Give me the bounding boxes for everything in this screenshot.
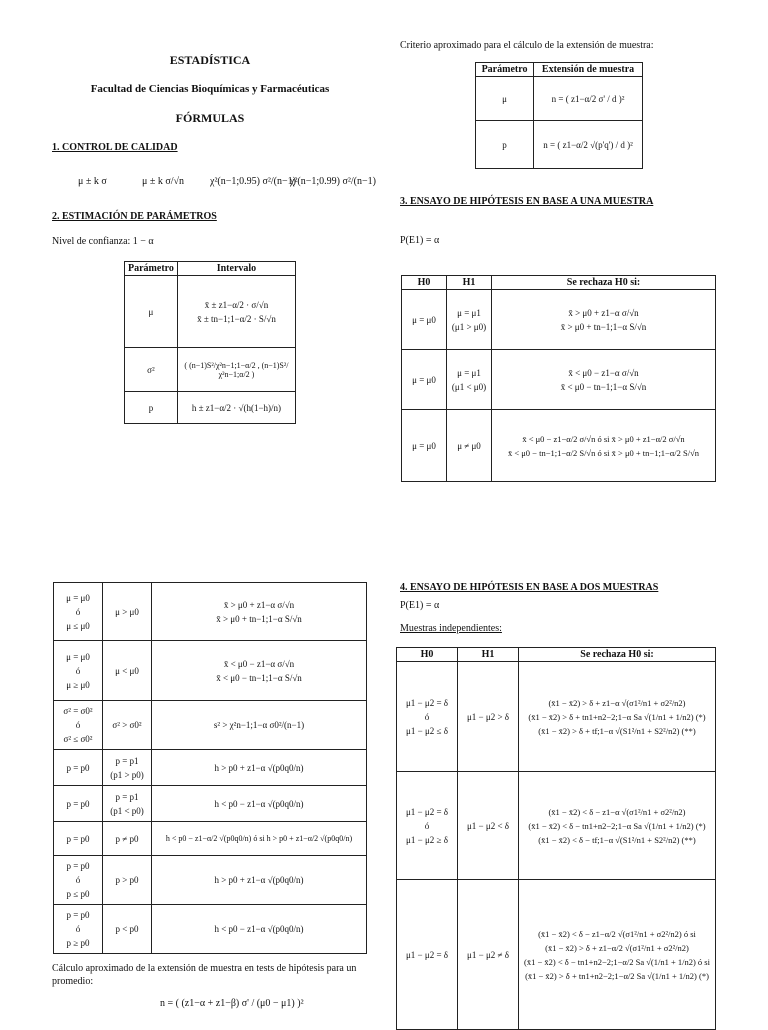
rule-line: x̄ < μ0 − tn−1;1−α/2 S/√n ó si x̄ > μ0 + tn−1;1−α/2 S/√n bbox=[507, 447, 700, 458]
hypothesis-one-sample-table-cont bbox=[53, 582, 367, 954]
h0-line: ó bbox=[75, 665, 81, 676]
h1-cell: μ1 − μ2 > δ bbox=[458, 662, 519, 772]
rule-line: (x̄1 − x̄2) > δ + tn1+n2−2;1−α/2 Sa √(1/n1 + 1/n2) (*) bbox=[525, 970, 709, 981]
param-cell: σ² bbox=[125, 348, 178, 392]
h1-line: μ ≠ μ0 bbox=[457, 440, 481, 451]
section-1-heading: 1. CONTROL DE CALIDAD bbox=[52, 142, 178, 153]
h0-line: μ ≥ μ0 bbox=[66, 679, 90, 690]
h1-line: p = p1 bbox=[115, 755, 139, 766]
rule-cell: h < p0 − z1−α √(p0q0/n) bbox=[152, 786, 367, 822]
interval-line: ( (n−1)S²/χ²n−1;1−α/2 , (n−1)S²/χ²n−1;α/2 ) bbox=[184, 360, 289, 379]
h0-line: p ≤ p0 bbox=[66, 889, 90, 899]
h0-line: μ = μ0 bbox=[66, 651, 90, 662]
header-parametro: Parámetro bbox=[125, 262, 178, 276]
sample-formula: n = ( z1−α/2 √(p'q') / d )² bbox=[534, 121, 643, 169]
h1-cell: p < p0 bbox=[103, 905, 152, 954]
h0-line: ó bbox=[75, 875, 81, 885]
rule-line: x̄ < μ0 − tn−1;1−α S/√n bbox=[216, 672, 302, 683]
header-extension: Extensión de muestra bbox=[534, 63, 643, 77]
h0-line: p = p0 bbox=[66, 910, 90, 920]
h0-line: σ² ≤ σ0² bbox=[63, 734, 93, 744]
sample-size-note-formula: n = ( (z1−α + z1−β) σ' / (μ0 − μ1) )² bbox=[160, 998, 304, 1009]
header-h0: H0 bbox=[397, 648, 458, 662]
interval-line: h ± z1−α/2 · √(h(1−h)/n) bbox=[191, 402, 282, 413]
param-cell: μ bbox=[476, 77, 534, 121]
h1-cell: p > p0 bbox=[103, 856, 152, 905]
rule-line: x̄ > μ0 + tn−1;1−α S/√n bbox=[216, 613, 302, 624]
confidence-label: Nivel de confianza: 1 − α bbox=[52, 236, 154, 247]
section-3-heading: 3. ENSAYO DE HIPÓTESIS EN BASE A UNA MUESTRA bbox=[400, 196, 654, 207]
header-h1: H1 bbox=[447, 276, 492, 290]
h0-line: μ1 − μ2 = δ bbox=[405, 806, 449, 817]
section-4-subheading: Muestras independientes: bbox=[400, 623, 502, 634]
rule-cell: h > p0 + z1−α √(p0q0/n) bbox=[152, 856, 367, 905]
section-2-heading: 2. ESTIMACIÓN DE PARÁMETROS bbox=[52, 211, 217, 222]
sample-size-table bbox=[475, 62, 643, 169]
h1-line: (p1 > p0) bbox=[110, 769, 144, 780]
h1-cell: μ > μ0 bbox=[103, 583, 152, 641]
h1-line: p = p1 bbox=[115, 791, 139, 802]
h1-cell: μ1 − μ2 < δ bbox=[458, 772, 519, 880]
h1-cell: σ² > σ0² bbox=[103, 701, 152, 750]
section-4-heading: 4. ENSAYO DE HIPÓTESIS EN BASE A DOS MUESTRAS bbox=[400, 582, 659, 593]
estimation-table bbox=[124, 261, 296, 424]
sample-size-note: Cálculo aproximado de la extensión de muestra en tests de hipótesis para un promedio: bbox=[52, 963, 357, 987]
formula-1: μ ± k σ bbox=[78, 176, 107, 187]
h1-cell: μ1 − μ2 ≠ δ bbox=[458, 880, 519, 1030]
rule-line: (x̄1 − x̄2) > δ + tf;1−α √(S1²/n1 + S2²/n2) (**) bbox=[538, 725, 696, 736]
h0-line: ó bbox=[424, 711, 430, 722]
rule-line: x̄ > μ0 + z1−α σ/√n bbox=[568, 307, 639, 318]
h0-line: σ² = σ0² bbox=[63, 706, 93, 716]
page-subtitle: FÓRMULAS bbox=[175, 111, 245, 125]
formula-4: χ²(n−1;0.99) σ²/(n−1) bbox=[290, 176, 376, 187]
h1-cell: p ≠ p0 bbox=[103, 822, 152, 856]
param-cell: p bbox=[476, 121, 534, 169]
h0-line: μ ≤ μ0 bbox=[66, 620, 90, 631]
rule-line: x̄ < μ0 − z1−α σ/√n bbox=[568, 367, 639, 378]
h1-line: μ = μ1 bbox=[457, 307, 481, 318]
rule-line: (x̄1 − x̄2) < δ − tn1+n2−2;1−α/2 Sa √(1/n1 + 1/n2) ó si bbox=[524, 956, 710, 967]
h0-cell: μ = μ0 bbox=[402, 290, 447, 350]
h0-line: p ≥ p0 bbox=[66, 938, 90, 948]
rule-cell: s² > χ²n−1;1−α σ0²/(n−1) bbox=[152, 701, 367, 750]
header-intervalo: Intervalo bbox=[177, 262, 295, 276]
h0-line: p = p0 bbox=[66, 861, 90, 871]
h0-line: ó bbox=[75, 924, 81, 934]
rule-line: (x̄1 − x̄2) > δ + z1−α/2 √(σ1²/n1 + σ2²/n2) bbox=[545, 942, 689, 953]
h0-cell: p = p0 bbox=[54, 750, 103, 786]
rule-line: (x̄1 − x̄2) > δ + z1−α √(σ1²/n1 + σ2²/n2) bbox=[548, 697, 686, 708]
sample-formula: n = ( z1−α/2 σ' / d )² bbox=[534, 77, 643, 121]
hypothesis-one-sample-table bbox=[401, 275, 716, 482]
page-title: ESTADÍSTICA bbox=[169, 53, 251, 67]
rule-line: x̄ < μ0 − z1−α σ/√n bbox=[223, 658, 295, 669]
faculty-name: Facultad de Ciencias Bioquímicas y Farmacéuticas bbox=[90, 83, 330, 95]
formula-2: μ ± k σ/√n bbox=[142, 176, 185, 187]
header-h0: H0 bbox=[402, 276, 447, 290]
h0-cell: μ = μ0 bbox=[402, 410, 447, 482]
h0-cell: μ = μ0 bbox=[402, 350, 447, 410]
h0-line: μ = μ0 bbox=[66, 592, 90, 603]
rule-cell: h < p0 − z1−α/2 √(p0q0/n) ó si h > p0 + z1−α/2 √(p0q0/n) bbox=[152, 822, 367, 856]
h0-line: μ1 − μ2 ≥ δ bbox=[406, 834, 448, 845]
header-parametro: Parámetro bbox=[476, 63, 534, 77]
h0-line: ó bbox=[75, 606, 81, 617]
h0-cell: μ1 − μ2 = δ bbox=[397, 880, 458, 1030]
rule-cell: h > p0 + z1−α √(p0q0/n) bbox=[152, 750, 367, 786]
sample-size-intro: Criterio aproximado para el cálculo de la extensión de muestra: bbox=[400, 40, 654, 51]
param-cell: p bbox=[125, 392, 178, 424]
rule-line: (x̄1 − x̄2) < δ − z1−α/2 √(σ1²/n1 + σ2²/n2) ó si bbox=[538, 928, 696, 939]
header-rule: Se rechaza H0 si: bbox=[519, 648, 716, 662]
h0-line: μ1 − μ2 ≤ δ bbox=[406, 725, 448, 736]
h1-line: (p1 < p0) bbox=[110, 805, 144, 816]
interval-line: x̄ ± tn−1;1−α/2 · S/√n bbox=[197, 313, 276, 324]
rule-line: (x̄1 − x̄2) < δ − tn1+n2−2;1−α Sa √(1/n1 + 1/n2) (*) bbox=[528, 820, 706, 831]
rule-line: (x̄1 − x̄2) > δ + tn1+n2−2;1−α Sa √(1/n1 + 1/n2) (*) bbox=[528, 711, 706, 722]
header-rule: Se rechaza H0 si: bbox=[492, 276, 716, 290]
rule-line: (x̄1 − x̄2) < δ − tf;1−α √(S1²/n1 + S2²/n2) (**) bbox=[538, 834, 696, 845]
h0-line: μ1 − μ2 = δ bbox=[405, 697, 449, 708]
section-4-prob: P(E1) = α bbox=[400, 600, 440, 611]
rule-line: (x̄1 − x̄2) < δ − z1−α √(σ1²/n1 + σ2²/n2) bbox=[548, 806, 686, 817]
interval-line: x̄ ± z1−α/2 · σ/√n bbox=[204, 299, 269, 310]
rule-line: x̄ < μ0 − tn−1;1−α S/√n bbox=[560, 381, 647, 392]
formula-3: χ²(n−1;0.95) σ²/(n−1) bbox=[210, 176, 296, 187]
rule-line: x̄ > μ0 + tn−1;1−α S/√n bbox=[560, 321, 647, 332]
h0-line: ó bbox=[424, 820, 430, 831]
rule-line: x̄ < μ0 − z1−α/2 σ/√n ó si x̄ > μ0 + z1−α/2 σ/√n bbox=[522, 433, 685, 444]
section-3-prob: P(E1) = α bbox=[400, 235, 440, 246]
hypothesis-two-sample-table bbox=[396, 647, 716, 1030]
h1-line: μ = μ1 bbox=[457, 367, 481, 378]
h1-cell: μ < μ0 bbox=[103, 641, 152, 701]
h1-line: (μ1 < μ0) bbox=[451, 381, 487, 392]
h0-cell: p = p0 bbox=[54, 822, 103, 856]
param-cell: μ bbox=[125, 276, 178, 348]
h1-line: (μ1 > μ0) bbox=[451, 321, 487, 332]
h0-cell: p = p0 bbox=[54, 786, 103, 822]
header-h1: H1 bbox=[458, 648, 519, 662]
rule-cell: h < p0 − z1−α √(p0q0/n) bbox=[152, 905, 367, 954]
h0-line: ó bbox=[75, 720, 81, 730]
rule-line: x̄ > μ0 + z1−α σ/√n bbox=[223, 599, 295, 610]
